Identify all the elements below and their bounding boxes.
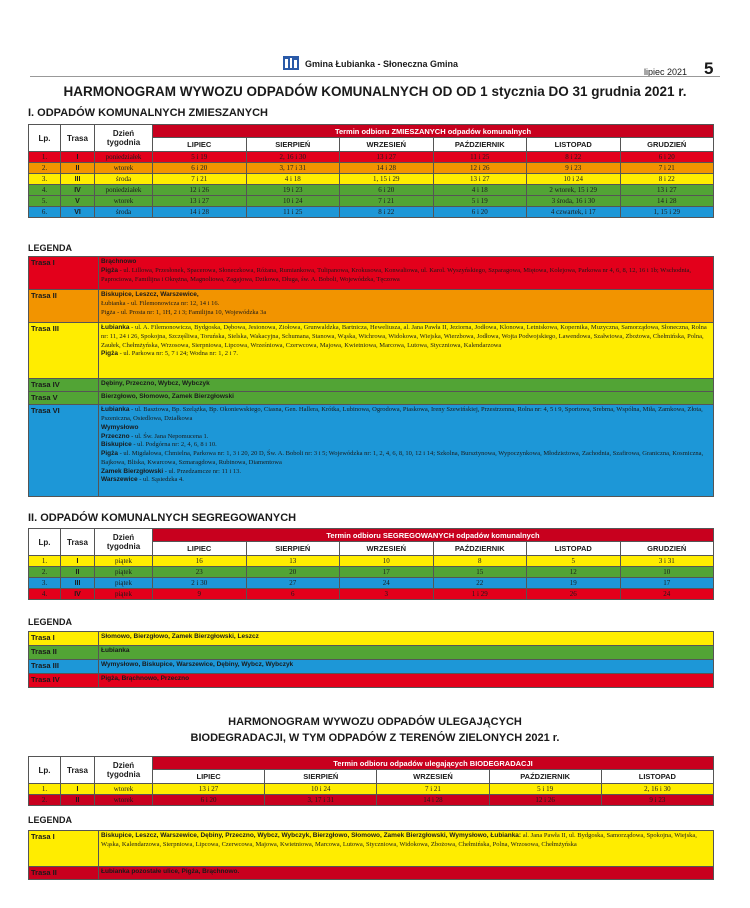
route-cell: II — [61, 163, 95, 174]
section1-legend-title: LEGENDA — [28, 243, 73, 253]
header-trasa: Trasa — [61, 529, 95, 556]
header-lp: Lp. — [29, 529, 61, 556]
weekday-cell: wtorek — [95, 163, 153, 174]
weekday-cell: środa — [95, 207, 153, 218]
schedule-row — [29, 163, 714, 174]
row-number: 5. — [29, 196, 61, 207]
pickup-dates-cell: 5 i 19 — [153, 152, 247, 163]
route-cell: VI — [61, 207, 95, 218]
weekday-cell: wtorek — [95, 784, 153, 795]
month-header: PAŹDZIERNIK — [489, 770, 601, 784]
pickup-dates-cell: 24 — [620, 589, 714, 600]
issue-date: lipiec 2021 — [644, 67, 688, 77]
schedule-row — [29, 556, 714, 567]
pickup-dates-cell: 8 i 22 — [620, 174, 714, 185]
legend-row — [29, 674, 714, 688]
pickup-dates-cell: 5 i 19 — [433, 196, 527, 207]
section3-legend-title: LEGENDA — [28, 815, 73, 825]
weekday-cell: wtorek — [95, 196, 153, 207]
month-header: GRUDZIEŃ — [620, 138, 714, 152]
legend-value: Łubianka — [99, 646, 714, 660]
pickup-dates-cell: 10 i 24 — [527, 174, 621, 185]
weekday-cell: poniedziałek — [95, 152, 153, 163]
section3-band: Termin odbioru odpadów ulegających BIODEGRADACJI — [153, 757, 714, 770]
pickup-dates-cell: 9 i 23 — [601, 795, 713, 806]
month-header: LIPIEC — [153, 138, 247, 152]
legend-value: Łubianka - ul. A. Filemonowicza, Bydgoska, Dębowa, Jesionowa, Ziołowa, Grunwaldzka, Bartnicza, Heweliusza, al. Jana Pawła II, Jeziorna, Jodłowa, Klonowa, Letniskowa, Kopernika, Muzyczna, Samorządowa, Słoneczna, Rolna nr: 11, 24 i 26, Spokojna, Szczęśliwa, Toruńska, Sielska, Wakacyjna, Schumana, Stanowa, Wąska, Wichrowa, Widokowa, Wiejska, Wierzbowa, Jodłowa, Wojta Podwojskiego, Lawendowa, Szałwiowa, Zbożowa, Chełmińska, Polna, Zaułek, Chełmżyńska, Wrzosowa, Sierpniowa, Lipcowa, Wrześniowa, Czerwcowa, Majowa, Kwietniowa, Marcowa, Lutowa, Styczniowa, Kalendarzowa Pigża - ul. Parkowa nr: 5, 7 i 24; Wodna nr: 1, 2 i 7. — [99, 323, 714, 379]
pickup-dates-cell: 10 i 24 — [265, 784, 377, 795]
header-day: Dzień tygodnia — [95, 125, 153, 152]
section2-legend-title: LEGENDA — [28, 617, 73, 627]
pickup-dates-cell: 20 — [246, 567, 340, 578]
page-number: 5 — [704, 59, 714, 78]
weekday-cell: piątek — [95, 589, 153, 600]
pickup-dates-cell: 10 — [620, 567, 714, 578]
month-header: SIERPIEŃ — [246, 542, 340, 556]
legend-row — [29, 392, 714, 405]
pickup-dates-cell: 9 — [153, 589, 247, 600]
pickup-dates-cell: 15 — [433, 567, 527, 578]
schedule-row — [29, 578, 714, 589]
pickup-dates-cell: 17 — [340, 567, 434, 578]
pickup-dates-cell: 3 i 31 — [620, 556, 714, 567]
row-number: 3. — [29, 578, 61, 589]
route-cell: I — [61, 556, 95, 567]
route-cell: III — [61, 578, 95, 589]
section2-schedule-table — [28, 528, 714, 600]
pickup-dates-cell: 23 — [153, 567, 247, 578]
route-cell: IV — [61, 589, 95, 600]
org-name: Gmina Łubianka - Słoneczna Gmina — [305, 59, 459, 69]
pickup-dates-cell: 2 wtorek, 15 i 29 — [527, 185, 621, 196]
legend-value: Pigża, Brąchnowo, Przeczno — [99, 674, 714, 688]
legend-key: Trasa VI — [29, 405, 99, 497]
pickup-dates-cell: 8 i 22 — [340, 207, 434, 218]
row-number: 4. — [29, 185, 61, 196]
pickup-dates-cell: 13 i 27 — [620, 185, 714, 196]
legend-value: Brąchnowo Pigża - ul. Lillowa, Przesłonek, Spacerowa, Słoneczkowa, Różana, Rumiankowa, Tulipanowa, Krokusowa, Konwaliowa, ul. Karol. Wyszyńskiego, Szparagowa, Miętowa, Kolejowa, Parkowa nr 4, 6, 8, 12, 16 i 1b; Wschodnia, Paprociowa, Familijna i Okrężna, Magnoliowa, Zagajowa, Dzikowa, Długa, św. A. Boboli, Wojewódzka, Tęczowa — [99, 257, 714, 290]
schedule-row — [29, 589, 714, 600]
month-header: WRZESIEŃ — [340, 138, 434, 152]
route-cell: IV — [61, 185, 95, 196]
pickup-dates-cell: 6 i 20 — [620, 152, 714, 163]
pickup-dates-cell: 3, 17 i 31 — [246, 163, 340, 174]
header-trasa: Trasa — [61, 757, 95, 784]
header-divider — [30, 76, 720, 77]
row-number: 1. — [29, 784, 61, 795]
month-header: PAŹDZIERNIK — [433, 138, 527, 152]
pickup-dates-cell: 6 i 20 — [340, 185, 434, 196]
month-header: LIPIEC — [153, 542, 247, 556]
month-header: PAŹDZIERNIK — [433, 542, 527, 556]
header-day: Dzień tygodnia — [95, 529, 153, 556]
pickup-dates-cell: 2, 16 i 30 — [246, 152, 340, 163]
pickup-dates-cell: 11 i 25 — [433, 152, 527, 163]
month-header: SIERPIEŃ — [246, 138, 340, 152]
legend-key: Trasa IV — [29, 674, 99, 688]
pickup-dates-cell: 4 czwartek, i 17 — [527, 207, 621, 218]
pickup-dates-cell: 2 i 30 — [153, 578, 247, 589]
pickup-dates-cell: 7 i 21 — [377, 784, 489, 795]
section2-title: II. ODPADÓW KOMUNALNYCH SEGREGOWANYCH — [28, 512, 297, 524]
header-trasa: Trasa — [61, 125, 95, 152]
section3-title-line1: HARMONOGRAM WYWOZU ODPADÓW ULEGAJĄCYCH — [228, 716, 522, 728]
pickup-dates-cell: 8 — [433, 556, 527, 567]
pickup-dates-cell: 10 — [340, 556, 434, 567]
month-header: WRZESIEŃ — [377, 770, 489, 784]
legend-row — [29, 323, 714, 379]
route-cell: III — [61, 174, 95, 185]
pickup-dates-cell: 1, 15 i 29 — [620, 207, 714, 218]
pickup-dates-cell: 7 i 21 — [153, 174, 247, 185]
pickup-dates-cell: 14 i 28 — [620, 196, 714, 207]
month-header: SIERPIEŃ — [265, 770, 377, 784]
section2-legend — [28, 631, 714, 688]
page-header — [0, 50, 750, 80]
row-number: 2. — [29, 163, 61, 174]
legend-value: Dębiny, Przeczno, Wybcz, Wybczyk — [99, 379, 714, 392]
pickup-dates-cell: 3 — [340, 589, 434, 600]
section3-schedule-table — [28, 756, 714, 806]
legend-row — [29, 257, 714, 290]
pickup-dates-cell: 26 — [527, 589, 621, 600]
row-number: 3. — [29, 174, 61, 185]
month-header: WRZESIEŃ — [340, 542, 434, 556]
pickup-dates-cell: 19 — [527, 578, 621, 589]
section3-title-line2: BIODEGRADACJI, W TYM ODPADÓW Z TERENÓW ZIELONYCH 2021 r. — [190, 732, 560, 744]
weekday-cell: piątek — [95, 567, 153, 578]
pickup-dates-cell: 7 i 21 — [620, 163, 714, 174]
month-header: LISTOPAD — [601, 770, 713, 784]
pickup-dates-cell: 6 i 20 — [433, 207, 527, 218]
section3-legend — [28, 830, 714, 880]
legend-row — [29, 405, 714, 497]
legend-row — [29, 831, 714, 867]
pickup-dates-cell: 12 i 26 — [489, 795, 601, 806]
section1-legend — [28, 256, 714, 497]
legend-key: Trasa II — [29, 290, 99, 323]
route-cell: II — [61, 795, 95, 806]
pickup-dates-cell: 19 i 23 — [246, 185, 340, 196]
legend-value: Bierzgłowo, Słomowo, Zamek Bierzgłowski — [99, 392, 714, 405]
legend-row — [29, 632, 714, 646]
month-header: LISTOPAD — [527, 138, 621, 152]
row-number: 4. — [29, 589, 61, 600]
pickup-dates-cell: 13 i 27 — [340, 152, 434, 163]
row-number: 1. — [29, 152, 61, 163]
pickup-dates-cell: 5 i 19 — [489, 784, 601, 795]
pickup-dates-cell: 6 — [246, 589, 340, 600]
pickup-dates-cell: 7 i 21 — [340, 196, 434, 207]
legend-key: Trasa IV — [29, 379, 99, 392]
legend-key: Trasa I — [29, 257, 99, 290]
pickup-dates-cell: 24 — [340, 578, 434, 589]
pickup-dates-cell: 14 i 28 — [153, 207, 247, 218]
schedule-row — [29, 152, 714, 163]
row-number: 1. — [29, 556, 61, 567]
pickup-dates-cell: 12 — [527, 567, 621, 578]
pickup-dates-cell: 5 — [527, 556, 621, 567]
weekday-cell: poniedziałek — [95, 185, 153, 196]
legend-row — [29, 646, 714, 660]
legend-row — [29, 379, 714, 392]
legend-value: Łubianka pozostałe ulice, Pigża, Brąchnowo. — [99, 867, 714, 880]
pickup-dates-cell: 22 — [433, 578, 527, 589]
row-number: 6. — [29, 207, 61, 218]
route-cell: I — [61, 152, 95, 163]
legend-key: Trasa II — [29, 646, 99, 660]
pickup-dates-cell: 17 — [620, 578, 714, 589]
pickup-dates-cell: 1 i 29 — [433, 589, 527, 600]
header-day: Dzień tygodnia — [95, 757, 153, 784]
legend-key: Trasa I — [29, 632, 99, 646]
legend-row — [29, 290, 714, 323]
route-cell: V — [61, 196, 95, 207]
legend-value: Łubianka - ul. Basztowa, Bp. Szelążka, Bp. Okoniewskiego, Ciasna, Gen. Hallera, Krótka, Lubinowa, Ogrodowa, Piaskowa, Ireny Szewińskiej, Przestrzenna, Rolna nr: 4, 5 i 9, Sportowa, Srebrna, Wspólna, Miła, Zamkowa, Złota, Pszeniczna, Osiedlowa, Działkowa Wymysłowo Przeczno - ul. Św. Jana Nepomucena 1. Biskupice - ul. Podgórna nr: 2, 4, 6, 8 i 10. Pigża - ul. Migdałowa, Chmielna, Parkowa nr: 1, 3 i 20, 20 D, Św. A. Boboli nr: 3 i 5; Wojewódzka nr: 1, 2, 4, 6, 8, 10, 12 i 14; Szkolna, Bursztynowa, Wypoczynkowa, Młodzieżowa, Zachodnia, Szafirowa, Graniczna, Kosmiczna, Bajkowa, Bliska, Kwarcowa, Szmaragdowa, Rubinowa, Diamentowa Zamek Bierzgłowski - ul. Przedzamcze nr: 11 i 13. Warszewice - ul. Sąsiedzka 4. — [99, 405, 714, 497]
legend-key: Trasa III — [29, 660, 99, 674]
row-number: 2. — [29, 567, 61, 578]
month-header: GRUDZIEŃ — [620, 542, 714, 556]
pickup-dates-cell: 13 — [246, 556, 340, 567]
legend-row — [29, 867, 714, 880]
weekday-cell: środa — [95, 174, 153, 185]
route-cell: I — [61, 784, 95, 795]
month-header: LIPIEC — [153, 770, 265, 784]
schedule-row — [29, 196, 714, 207]
pickup-dates-cell: 27 — [246, 578, 340, 589]
pickup-dates-cell: 6 i 20 — [153, 163, 247, 174]
section1-schedule-table — [28, 124, 714, 218]
legend-key: Trasa II — [29, 867, 99, 880]
schedule-row — [29, 567, 714, 578]
weekday-cell: piątek — [95, 578, 153, 589]
pickup-dates-cell: 2, 16 i 30 — [601, 784, 713, 795]
section1-title: I. ODPADÓW KOMUNALNYCH ZMIESZANYCH — [28, 107, 268, 119]
legend-value: Wymysłowo, Biskupice, Warszewice, Dębiny, Wybcz, Wybczyk — [99, 660, 714, 674]
schedule-row — [29, 185, 714, 196]
weekday-cell: wtorek — [95, 795, 153, 806]
pickup-dates-cell: 1, 15 i 29 — [340, 174, 434, 185]
legend-key: Trasa V — [29, 392, 99, 405]
pickup-dates-cell: 8 i 22 — [527, 152, 621, 163]
pickup-dates-cell: 4 i 18 — [246, 174, 340, 185]
legend-value: Słomowo, Bierzgłowo, Zamek Bierzgłowski, Leszcz — [99, 632, 714, 646]
pickup-dates-cell: 13 i 27 — [433, 174, 527, 185]
pickup-dates-cell: 3, 17 i 31 — [265, 795, 377, 806]
pickup-dates-cell: 14 i 28 — [340, 163, 434, 174]
weekday-cell: piątek — [95, 556, 153, 567]
legend-key: Trasa I — [29, 831, 99, 867]
route-cell: II — [61, 567, 95, 578]
municipality-logo-icon — [283, 56, 299, 70]
pickup-dates-cell: 3 środa, 16 i 30 — [527, 196, 621, 207]
pickup-dates-cell: 9 i 23 — [527, 163, 621, 174]
section1-band: Termin odbioru ZMIESZANYCH odpadów komunalnych — [153, 125, 714, 138]
pickup-dates-cell: 16 — [153, 556, 247, 567]
pickup-dates-cell: 13 i 27 — [153, 784, 265, 795]
pickup-dates-cell: 12 i 26 — [433, 163, 527, 174]
main-title: HARMONOGRAM WYWOZU ODPADÓW KOMUNALNYCH OD OD 1 stycznia DO 31 grudnia 2021 r. — [63, 84, 687, 99]
legend-value: Biskupice, Leszcz, Warszewice, Dębiny, Przeczno, Wybcz, Wybczyk, Bierzgłowo, Słomowo, Zamek Bierzgłowski, Wymysłowo, Łubianka: al. Jana Pawła II, ul. Bydgoska, Samorządowa, Spokojna, Wiejska, Wąska, Kalendarzowa, Sierpniowa, Lipcowa, Czerwcowa, Majowa, Kwietniowa, Marcowa, Lutowa, Styczniowa, Widokowa, Zbożowa, Chełmińska, Polna, Wrzosowa, Chełmżyńska — [99, 831, 714, 867]
pickup-dates-cell: 10 i 24 — [246, 196, 340, 207]
legend-value: Biskupice, Leszcz, Warszewice, Łubianka - ul. Filemonowicza nr: 12, 14 i 16. Pigża - ul. Prosta nr: 1, 1H, 2 i 3; Familijna 10, Wojewódzka 3a — [99, 290, 714, 323]
month-header: LISTOPAD — [527, 542, 621, 556]
pickup-dates-cell: 11 i 25 — [246, 207, 340, 218]
header-lp: Lp. — [29, 125, 61, 152]
pickup-dates-cell: 12 i 26 — [153, 185, 247, 196]
legend-row — [29, 660, 714, 674]
schedule-row — [29, 207, 714, 218]
pickup-dates-cell: 4 i 18 — [433, 185, 527, 196]
section2-band: Termin odbioru SEGREGOWANYCH odpadów komunalnych — [153, 529, 714, 542]
pickup-dates-cell: 6 i 20 — [153, 795, 265, 806]
row-number: 2. — [29, 795, 61, 806]
schedule-row — [29, 795, 714, 806]
pickup-dates-cell: 13 i 27 — [153, 196, 247, 207]
legend-key: Trasa III — [29, 323, 99, 379]
pickup-dates-cell: 14 i 28 — [377, 795, 489, 806]
schedule-row — [29, 174, 714, 185]
header-lp: Lp. — [29, 757, 61, 784]
schedule-row — [29, 784, 714, 795]
